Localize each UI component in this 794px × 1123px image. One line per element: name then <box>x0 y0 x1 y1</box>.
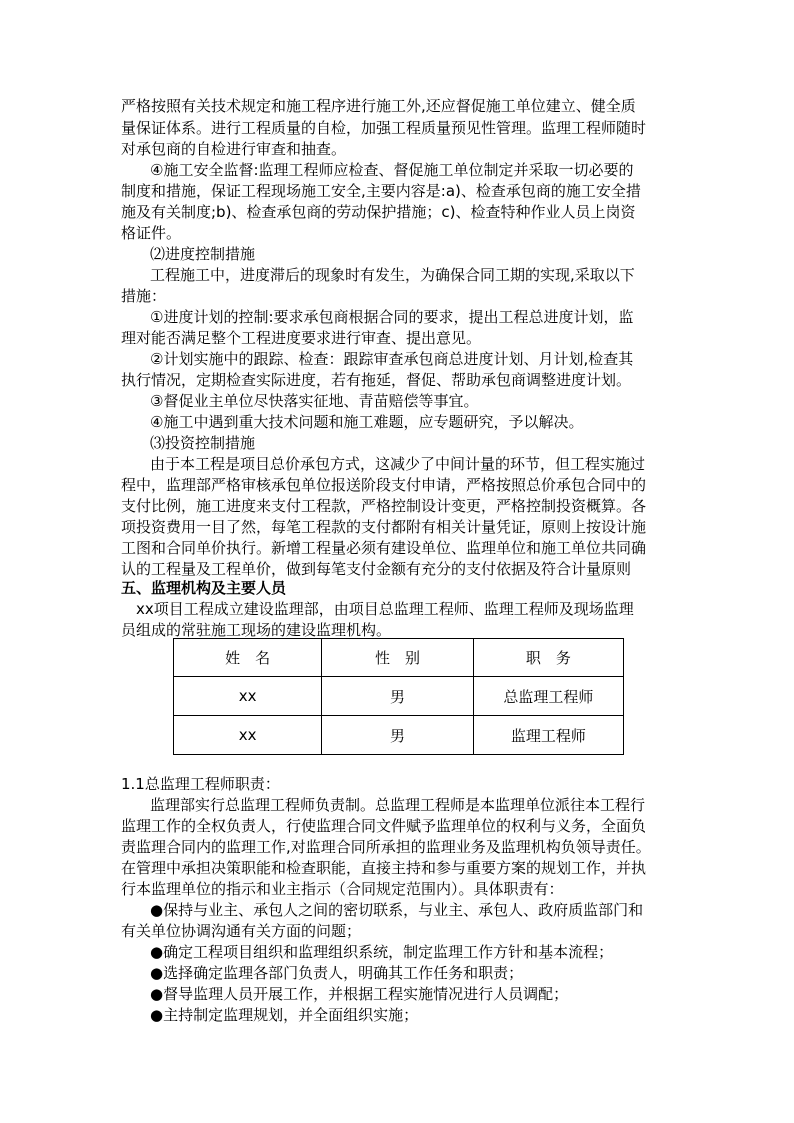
section-heading: 五、监理机构及主要人员 <box>121 579 287 597</box>
body-text-line: ①进度计划的控制:要求承包商根据合同的要求，提出工程总进度计划，监 <box>150 308 634 326</box>
body-text-line: 行本监理单位的指示和业主指示（合同规定范围内）。具体职责有： <box>121 880 564 898</box>
body-text-line: 项投资费用一目了然，每笔工程款的支付都附有相关计量凭证，原则上按设计施 <box>121 518 647 536</box>
table-header-row <box>174 639 624 677</box>
body-text-line: 认的工程量及工程单价，做到每笔支付金额有充分的支付依据及符合计量原则 <box>121 560 632 578</box>
table-header-name: 姓 名 <box>174 639 322 677</box>
table-row <box>174 677 624 716</box>
body-text-line: 员组成的常驻施工现场的建设监理机构。 <box>121 621 392 639</box>
subsection-heading: ⑶投资控制措施 <box>150 434 256 452</box>
table-cell-gender: 男 <box>322 677 473 716</box>
subsection-heading: ⑵进度控制措施 <box>150 245 256 263</box>
table-cell-name: xx <box>174 716 322 755</box>
subsection-heading: 1.1总监理工程师职责： <box>121 775 280 793</box>
table-row <box>174 716 624 755</box>
staff-table <box>173 638 624 755</box>
bullet-item: ●选择确定监理各部门负责人，明确其工作任务和职责； <box>150 964 524 982</box>
body-text-line: 在管理中承担决策职能和检查职能，直接主持和参与重要方案的规划工作，并执 <box>121 859 647 877</box>
body-text-line: 执行情况，定期检查实际进度，若有拖延，督促、帮助承包商调整进度计划。 <box>121 371 632 389</box>
body-text-line: 支付比例，施工进度来支付工程款，严格控制设计变更，严格控制投资概算。各 <box>121 497 647 515</box>
table-cell-gender: 男 <box>322 716 473 755</box>
body-text-line: 制度和措施，保证工程现场施工安全,主要内容是:a)、检查承包商的施工安全措 <box>121 182 641 200</box>
body-text-line: 监理部实行总监理工程师负责制。总监理工程师是本监理单位派往本工程行 <box>150 796 646 814</box>
body-text-line: 格证件。 <box>121 224 182 242</box>
body-text-line: xx项目工程成立建设监理部，由项目总监理工程师、监理工程师及现场监理 <box>136 600 634 618</box>
body-text-line: 由于本工程是项目总价承包方式，这减少了中间计量的环节，但工程实施过 <box>150 455 646 473</box>
body-text-line: 量保证体系。进行工程质量的自检，加强工程质量预见性管理。监理工程师随时 <box>121 119 647 137</box>
body-text-line: 有关单位协调沟通有关方面的问题； <box>121 922 362 940</box>
body-text-line: 施及有关制度;b)、检查承包商的劳动保护措施；c)、检查特种作业人员上岗资 <box>121 203 636 221</box>
body-text-line: 工程施工中，进度滞后的现象时有发生，为确保合同工期的实现,采取以下 <box>150 266 635 284</box>
body-text-line: ④施工中遇到重大技术问题和施工难题，应专题研究，予以解决。 <box>150 413 584 431</box>
body-text-line: ②计划实施中的跟踪、检查：跟踪审查承包商总进度计划、月计划,检查其 <box>150 350 634 368</box>
bullet-item: ●保持与业主、承包人之间的密切联系，与业主、承包人、政府质监部门和 <box>150 901 644 919</box>
table-header-gender: 性 别 <box>322 639 473 677</box>
table-cell-name: xx <box>174 677 322 716</box>
body-text-line: 对承包商的自检进行审查和抽查。 <box>121 140 347 158</box>
body-text-line: 措施： <box>121 287 167 305</box>
bullet-item: ●主持制定监理规划，并全面组织实施； <box>150 1006 419 1024</box>
body-text-line: 理对能否满足整个工程进度要求进行审查、提出意见。 <box>121 329 482 347</box>
body-text-line: 工图和合同单价执行。新增工程量必须有建设单位、监理单位和施工单位共同确 <box>121 539 647 557</box>
body-text-line: 程中，监理部严格审核承包单位报送阶段支付申请，严格按照总价承包合同中的 <box>121 476 647 494</box>
bullet-item: ●督导监理人员开展工作，并根据工程实施情况进行人员调配； <box>150 985 569 1003</box>
body-text-line: 监理工作的全权负责人，行使监理合同文件赋予监理单位的权利与义务，全面负 <box>121 817 647 835</box>
body-text-line: ④施工安全监督:监理工程师应检查、督促施工单位制定并采取一切必要的 <box>150 161 634 179</box>
bullet-item: ●确定工程项目组织和监理组织系统，制定监理工作方针和基本流程； <box>150 943 614 961</box>
table-header-title: 职 务 <box>473 639 623 677</box>
body-text-line: ③督促业主单位尽快落实征地、青苗赔偿等事宜。 <box>150 392 479 410</box>
body-text-line: 责监理合同内的监理工作,对监理合同所承担的监理业务及监理机构负领导责任。 <box>121 838 651 856</box>
body-text-line: 严格按照有关技术规定和施工程序进行施工外,还应督促施工单位建立、健全质 <box>121 97 636 115</box>
table-cell-title: 总监理工程师 <box>473 677 623 716</box>
table-cell-title: 监理工程师 <box>473 716 623 755</box>
